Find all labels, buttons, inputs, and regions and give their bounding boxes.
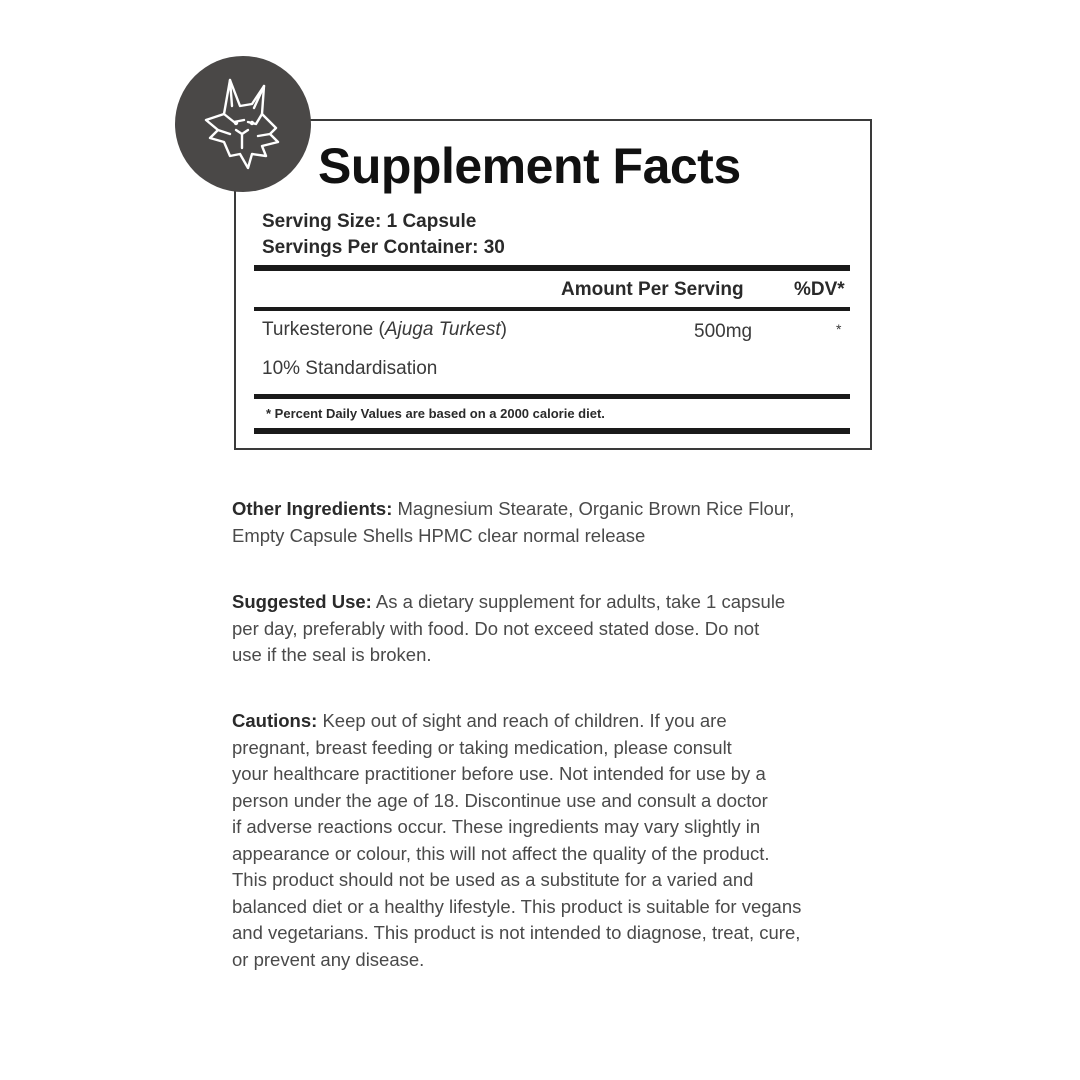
thick-divider — [254, 265, 850, 271]
daily-value-header: %DV* — [794, 279, 845, 300]
amount-per-serving-header: Amount Per Serving — [561, 279, 744, 300]
suggested-use-section: Suggested Use: As a dietary supplement for adults, take 1 capsule per day, preferably with food. Do not exceed stated dose. Do not use if the seal is broken. — [232, 591, 786, 665]
facts-title: Supplement Facts — [318, 138, 741, 194]
wolf-head-icon — [200, 76, 286, 172]
ingredient-name: Turkesterone (Ajuga Turkest) — [262, 319, 507, 340]
cautions-section: Cautions: Keep out of sight and reach of children. If you are pregnant, breast feeding or taking medication, please consult your healthcare practitioner before use. Not intended for use by a person under the age of 18. Discontinue use and consult a doctor if adverse reactions occur. These ingredients may vary slightly in appearance or colour, this will not affect the quality of the product. This product should not be used as a substitute for a varied and balanced diet or a healthy lifestyle. This product is suitable for vegans and vegetarians. This product is not intended to diagnose, treat, cure, or prevent any disease. — [232, 710, 802, 970]
thick-divider — [254, 394, 850, 399]
ingredient-daily-value: * — [836, 321, 842, 337]
ingredient-amount: 500mg — [694, 321, 753, 342]
bottom-divider — [254, 428, 850, 434]
ingredient-standardisation: 10% Standardisation — [262, 358, 438, 379]
other-ingredients-label: Other Ingredients: — [232, 498, 393, 519]
supplement-facts-panel — [234, 119, 872, 450]
brand-logo — [175, 56, 311, 192]
serving-size: Serving Size: 1 Capsule — [262, 211, 477, 232]
suggested-use-label: Suggested Use: — [232, 591, 372, 612]
cautions-label: Cautions: — [232, 710, 318, 731]
daily-value-footnote: * Percent Daily Values are based on a 2000 calorie diet. — [266, 406, 605, 421]
other-ingredients-section: Other Ingredients: Magnesium Stearate, Organic Brown Rice Flour, Empty Capsule Shells HPMC clear normal release — [232, 498, 795, 546]
header-divider — [254, 307, 850, 311]
ingredient-latin-name: Ajuga Turkest — [384, 319, 501, 340]
servings-per-container: Servings Per Container: 30 — [262, 237, 505, 258]
